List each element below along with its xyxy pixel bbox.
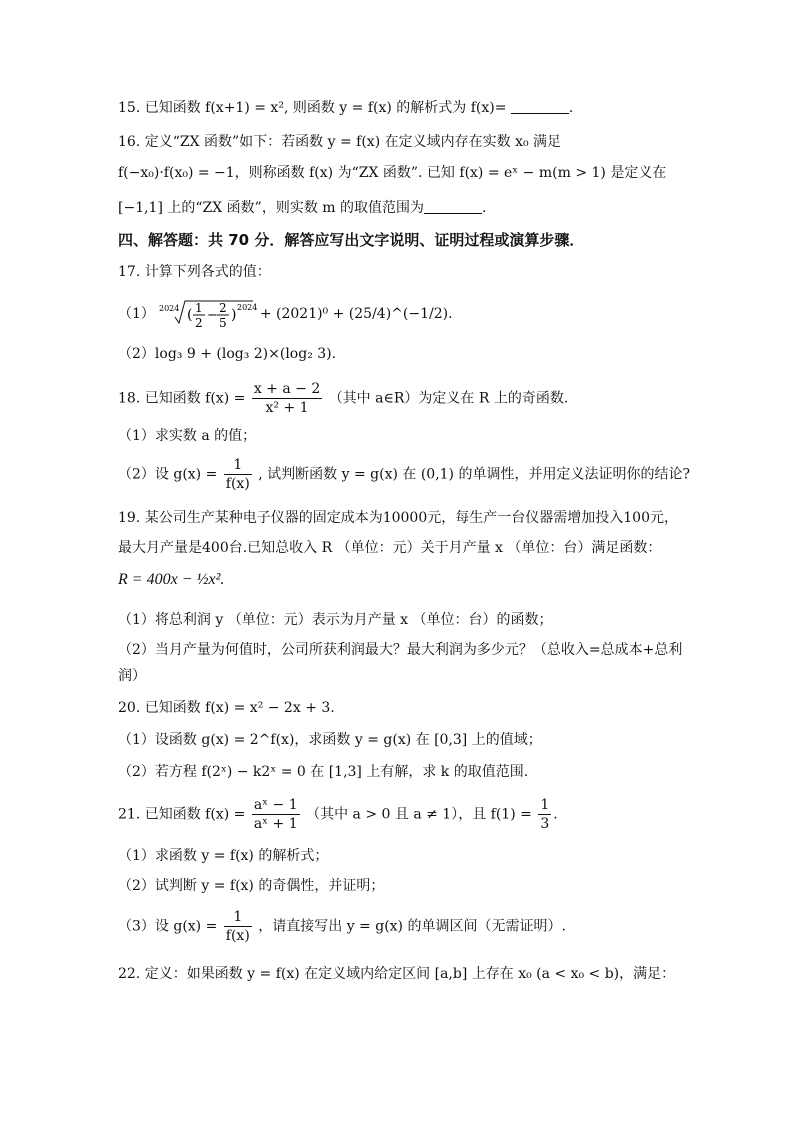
fraction: $\frac{1}{f(x)}$ (225, 909, 250, 944)
svg-text:(: ( (187, 307, 193, 323)
section-heading: 四、解答题：共 70 分．解答应写出文字说明、证明过程或演算步骤． (118, 231, 585, 249)
svg-text:): ) (231, 307, 237, 323)
question-21-part2: （2）试判断 y = f(x) 的奇偶性，并证明； (118, 878, 385, 894)
question-19-part2-cont: 润） (118, 668, 146, 684)
fraction: $\frac{1}{3}$ (540, 797, 550, 832)
svg-text:2024: 2024 (237, 303, 258, 312)
svg-text:5: 5 (219, 316, 228, 330)
question-21-stem: 21. 已知函数 f(x) = $\frac{\text{aˣ − 1}}{\text{aˣ + 1}}$ （其中 a > 0 且 a ≠ 1），且 f(1) = $\frac{1}{3}$ . (118, 797, 558, 832)
question-17-part2: （2）log₃ 9 + (log₃ 2)×(log₂ 3). (118, 346, 337, 362)
svg-text:1: 1 (195, 301, 204, 315)
svg-text:2: 2 (195, 316, 204, 330)
radical-expression (159, 297, 258, 331)
question-16-line2: f(−x₀)·f(x₀) = −1，则称函数 f(x) 为“ZX 函数”. 已知 f(x) = eˣ − m(m > 1) 是定义在 (118, 165, 667, 181)
question-22-line1: 22. 定义：如果函数 y = f(x) 在定义域内给定区间 [a,b] 上存在 x₀ (a < x₀ < b)，满足： (118, 966, 676, 982)
question-20-part2: （2）若方程 f(2ˣ) − k2ˣ = 0 在 [1,3] 上有解，求 k 的取值范围. (118, 764, 529, 780)
question-19-part1: （1）将总利润 y （单位：元）表示为月产量 x （单位：台）的函数； (118, 612, 553, 628)
question-20-stem: 20. 已知函数 f(x) = x² − 2x + 3. (118, 700, 335, 716)
answer-blank (511, 99, 569, 114)
question-17-part1: （1） 2024 ( 1 2 − 2 5 ) 2024 + (2021)⁰ + (25/4)^(−1/2). (118, 297, 453, 331)
answer-blank (424, 199, 482, 214)
question-18-stem: 18. 已知函数 f(x) = $\frac{x + a - 2}{\text{x² + 1}}$ （其中 a∈R）为定义在 R 上的奇函数. (118, 381, 569, 416)
fraction: $\frac{x + a - 2}{\text{x² + 1}}$ (253, 381, 321, 416)
fraction: $\frac{1}{f(x)}$ (225, 457, 250, 492)
question-19-line1: 19. 某公司生产某种电子仪器的固定成本为10000元，每生产一台仪器需增加投入100元， (118, 510, 678, 526)
question-19-formula: R = 400x − ½x². (118, 571, 225, 588)
fraction: $\frac{\text{aˣ − 1}}{\text{aˣ + 1}}$ (253, 797, 298, 832)
question-18-part1: （1）求实数 a 的值； (118, 428, 257, 444)
question-17-stem: 17. 计算下列各式的值： (118, 264, 271, 280)
question-20-part1: （1）设函数 g(x) = 2^f(x)，求函数 y = g(x) 在 [0,3] 上的值域； (118, 732, 542, 748)
svg-text:−: − (207, 308, 219, 323)
question-21-part3: （3）设 g(x) = $\frac{1}{f(x)}$ ，请直接写出 y = g(x) 的单调区间（无需证明）. (118, 909, 566, 944)
question-19-line2: 最大月产量是400台.已知总收入 R （单位：元）关于月产量 x （单位：台）满足函数： (118, 540, 662, 556)
question-21-part1: （1）求函数 y = f(x) 的解析式； (118, 848, 329, 864)
question-15: 15. 已知函数 f(x+1) = x², 则函数 y = f(x) 的解析式为 f(x)= . (118, 100, 574, 116)
svg-text:2: 2 (219, 301, 228, 315)
svg-text:2024: 2024 (159, 304, 180, 313)
question-19-part2: （2）当月产量为何值时，公司所获利润最大？最大利润为多少元？（总收入=总成本+总利 (118, 642, 683, 658)
question-16-line1: 16. 定义“ZX 函数”如下：若函数 y = f(x) 在定义域内存在实数 x₀ 满足 (118, 134, 562, 150)
question-18-part2: （2）设 g(x) = $\frac{1}{f(x)}$ , 试判断函数 y = g(x) 在 (0,1) 的单调性，并用定义法证明你的结论? (118, 457, 690, 492)
question-16-line3: [−1,1] 上的“ZX 函数”，则实数 m 的取值范围为 . (118, 200, 487, 216)
